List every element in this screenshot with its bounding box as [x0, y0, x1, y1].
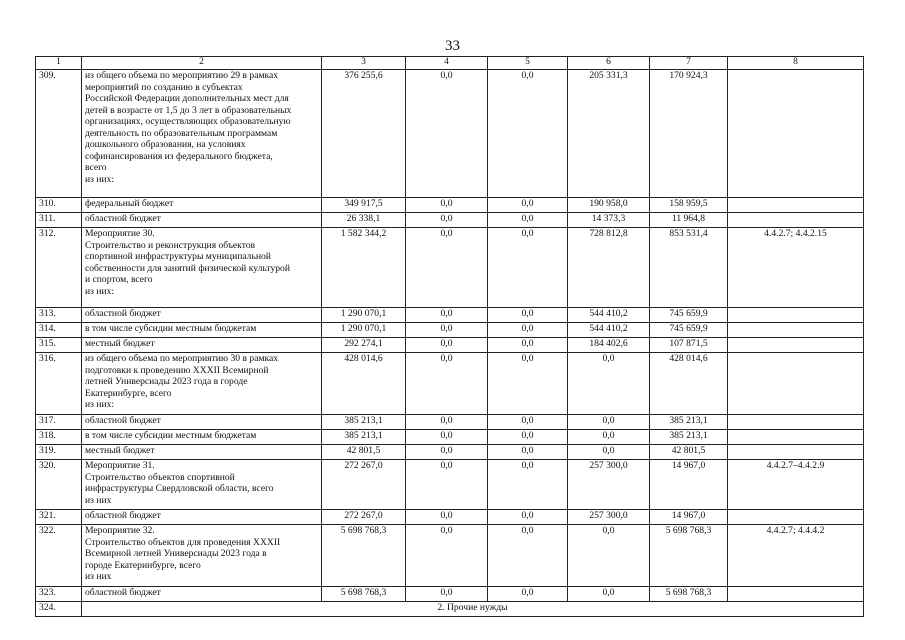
table-row: [36, 353, 864, 415]
value-col-7: 385 213,1: [650, 430, 728, 445]
value-col-5: 0,0: [488, 198, 568, 213]
section-row: [36, 602, 864, 617]
table-row: [36, 415, 864, 430]
value-col-4: 0,0: [406, 308, 488, 323]
table-row: [36, 460, 864, 510]
value-col-5: 0,0: [488, 70, 568, 198]
value-col-5: 0,0: [488, 323, 568, 338]
value-col-7: 745 659,9: [650, 323, 728, 338]
row-description: в том числе субсидии местным бюджетам: [82, 323, 322, 338]
value-col-6: 0,0: [568, 587, 650, 602]
value-col-5: 0,0: [488, 510, 568, 525]
value-col-7: 14 967,0: [650, 510, 728, 525]
value-col-3: 272 267,0: [322, 460, 406, 510]
table-row: [36, 213, 864, 228]
value-col-6: 257 300,0: [568, 510, 650, 525]
target-indicator: [728, 510, 864, 525]
target-indicator: [728, 70, 864, 198]
value-col-7: 745 659,9: [650, 308, 728, 323]
value-col-6: 0,0: [568, 525, 650, 587]
table-row: [36, 587, 864, 602]
budget-table: [35, 56, 864, 617]
value-col-7: 428 014,6: [650, 353, 728, 415]
value-col-6: 190 958,0: [568, 198, 650, 213]
target-indicator: [728, 587, 864, 602]
value-col-4: 0,0: [406, 70, 488, 198]
value-col-7: 853 531,4: [650, 228, 728, 308]
column-header: 4: [406, 57, 488, 70]
value-col-7: 11 964,8: [650, 213, 728, 228]
value-col-7: 5 698 768,3: [650, 525, 728, 587]
value-col-3: 376 255,6: [322, 70, 406, 198]
value-col-3: 1 290 070,1: [322, 323, 406, 338]
value-col-6: 0,0: [568, 353, 650, 415]
value-col-3: 1 290 070,1: [322, 308, 406, 323]
target-indicator: [728, 308, 864, 323]
target-indicator: [728, 353, 864, 415]
value-col-4: 0,0: [406, 510, 488, 525]
value-col-7: 5 698 768,3: [650, 587, 728, 602]
value-col-5: 0,0: [488, 525, 568, 587]
table-row: [36, 308, 864, 323]
value-col-5: 0,0: [488, 353, 568, 415]
value-col-7: 14 967,0: [650, 460, 728, 510]
row-number: 324.: [36, 602, 82, 617]
value-col-6: 0,0: [568, 415, 650, 430]
value-col-3: 428 014,6: [322, 353, 406, 415]
table-row: [36, 198, 864, 213]
value-col-6: 728 812,8: [568, 228, 650, 308]
target-indicator: [728, 445, 864, 460]
value-col-6: 544 410,2: [568, 323, 650, 338]
table-row: [36, 430, 864, 445]
value-col-7: 158 959,5: [650, 198, 728, 213]
value-col-4: 0,0: [406, 415, 488, 430]
page-number: 33: [445, 38, 460, 54]
value-col-5: 0,0: [488, 338, 568, 353]
value-col-4: 0,0: [406, 198, 488, 213]
value-col-4: 0,0: [406, 338, 488, 353]
row-description: местный бюджет: [82, 338, 322, 353]
row-description: областной бюджет: [82, 510, 322, 525]
row-description: Мероприятие 31. Строительство объектов спортивной инфраструктуры Свердловской области, всего из них: [82, 460, 322, 510]
value-col-6: 0,0: [568, 445, 650, 460]
value-col-4: 0,0: [406, 323, 488, 338]
row-number: 317.: [36, 415, 82, 430]
value-col-5: 0,0: [488, 213, 568, 228]
value-col-3: 385 213,1: [322, 430, 406, 445]
row-number: 309.: [36, 70, 82, 198]
value-col-4: 0,0: [406, 525, 488, 587]
value-col-6: 0,0: [568, 430, 650, 445]
row-description: Мероприятие 32. Строительство объектов для проведения XXXII Всемирной летней Универсиады 2023 года в городе Екатеринбурге, всего из них: [82, 525, 322, 587]
target-indicator: [728, 213, 864, 228]
row-number: 311.: [36, 213, 82, 228]
target-indicator: 4.4.2.7; 4.4.4.2: [728, 525, 864, 587]
value-col-4: 0,0: [406, 587, 488, 602]
value-col-6: 544 410,2: [568, 308, 650, 323]
value-col-6: 184 402,6: [568, 338, 650, 353]
value-col-3: 385 213,1: [322, 415, 406, 430]
target-indicator: [728, 415, 864, 430]
target-indicator: [728, 323, 864, 338]
value-col-3: 5 698 768,3: [322, 525, 406, 587]
table-row: [36, 445, 864, 460]
column-header: 2: [82, 57, 322, 70]
row-description: областной бюджет: [82, 308, 322, 323]
target-indicator: [728, 338, 864, 353]
table-row: [36, 228, 864, 308]
value-col-7: 170 924,3: [650, 70, 728, 198]
value-col-3: 26 338,1: [322, 213, 406, 228]
row-description: из общего объема по мероприятию 30 в рамках подготовки к проведению XXXII Всемирной летней Универсиады 2023 года в городе Екатеринбурге, всего из них:: [82, 353, 322, 415]
column-header: 5: [488, 57, 568, 70]
row-description: из общего объема по мероприятию 29 в рамках мероприятий по созданию в субъектах Российской Федерации дополнительных мест для детей в возрасте от 1,5 до 3 лет в образовательных организациях, осуществляющих образовательную деятельность по образовательным программам дошкольного образования, на условиях софинансирования из федерального бюджета, всего из них:: [82, 70, 322, 198]
row-number: 321.: [36, 510, 82, 525]
row-number: 312.: [36, 228, 82, 308]
value-col-3: 1 582 344,2: [322, 228, 406, 308]
value-col-3: 42 801,5: [322, 445, 406, 460]
row-number: 310.: [36, 198, 82, 213]
target-indicator: 4.4.2.7; 4.4.2.15: [728, 228, 864, 308]
column-header: 8: [728, 57, 864, 70]
row-description: в том числе субсидии местным бюджетам: [82, 430, 322, 445]
row-number: 323.: [36, 587, 82, 602]
value-col-6: 257 300,0: [568, 460, 650, 510]
table-row: [36, 510, 864, 525]
row-number: 313.: [36, 308, 82, 323]
target-indicator: [728, 198, 864, 213]
target-indicator: 4.4.2.7–4.4.2.9: [728, 460, 864, 510]
value-col-6: 14 373,3: [568, 213, 650, 228]
header-row: [36, 57, 864, 70]
row-number: 320.: [36, 460, 82, 510]
value-col-3: 5 698 768,3: [322, 587, 406, 602]
table-row: [36, 338, 864, 353]
table-row: [36, 70, 864, 198]
row-description: областной бюджет: [82, 587, 322, 602]
value-col-5: 0,0: [488, 430, 568, 445]
value-col-3: 349 917,5: [322, 198, 406, 213]
value-col-5: 0,0: [488, 587, 568, 602]
value-col-7: 385 213,1: [650, 415, 728, 430]
row-number: 322.: [36, 525, 82, 587]
row-description: областной бюджет: [82, 213, 322, 228]
row-description: Мероприятие 30. Строительство и реконструкция объектов спортивной инфраструктуры муниципальной собственности для занятий физической культурой и спортом, всего из них:: [82, 228, 322, 308]
table-row: [36, 525, 864, 587]
row-number: 314.: [36, 323, 82, 338]
value-col-3: 292 274,1: [322, 338, 406, 353]
value-col-4: 0,0: [406, 213, 488, 228]
value-col-3: 272 267,0: [322, 510, 406, 525]
table-row: [36, 323, 864, 338]
value-col-5: 0,0: [488, 445, 568, 460]
section-title: 2. Прочие нужды: [82, 602, 864, 617]
row-description: местный бюджет: [82, 445, 322, 460]
column-header: 1: [36, 57, 82, 70]
column-header: 7: [650, 57, 728, 70]
value-col-4: 0,0: [406, 430, 488, 445]
row-number: 318.: [36, 430, 82, 445]
value-col-5: 0,0: [488, 228, 568, 308]
value-col-5: 0,0: [488, 308, 568, 323]
value-col-7: 42 801,5: [650, 445, 728, 460]
row-description: федеральный бюджет: [82, 198, 322, 213]
row-number: 319.: [36, 445, 82, 460]
value-col-6: 205 331,3: [568, 70, 650, 198]
value-col-7: 107 871,5: [650, 338, 728, 353]
value-col-5: 0,0: [488, 415, 568, 430]
row-description: областной бюджет: [82, 415, 322, 430]
row-number: 316.: [36, 353, 82, 415]
column-header: 3: [322, 57, 406, 70]
column-header: 6: [568, 57, 650, 70]
target-indicator: [728, 430, 864, 445]
value-col-4: 0,0: [406, 228, 488, 308]
value-col-5: 0,0: [488, 460, 568, 510]
value-col-4: 0,0: [406, 460, 488, 510]
value-col-4: 0,0: [406, 353, 488, 415]
row-number: 315.: [36, 338, 82, 353]
table-body: [36, 57, 864, 617]
value-col-4: 0,0: [406, 445, 488, 460]
